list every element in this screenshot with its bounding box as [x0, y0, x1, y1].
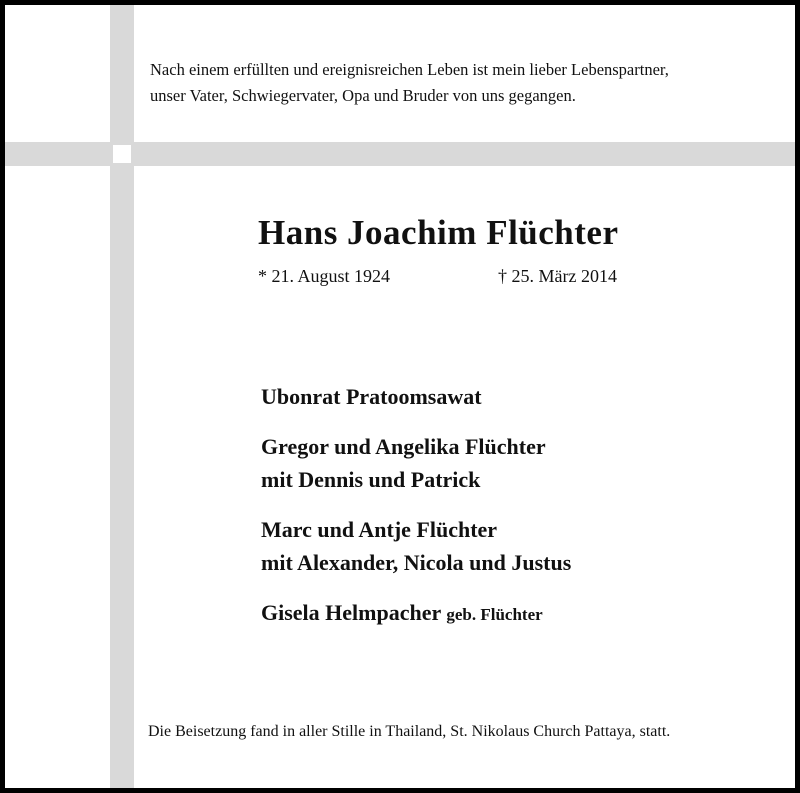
cross-horizontal-bar-right	[134, 142, 795, 166]
cross-vertical-bar	[110, 5, 134, 788]
mourner-line: Gregor und Angelika Flüchter	[261, 434, 546, 459]
intro-line-2: unser Vater, Schwiegervater, Opa und Bruder von uns gegangen.	[150, 86, 576, 105]
intro-text	[150, 57, 790, 109]
intro-line-1: Nach einem erfüllten und ereignisreichen Leben ist mein lieber Lebenspartner,	[150, 60, 669, 79]
cross-horizontal-bar-left	[5, 142, 110, 166]
mourner-group	[261, 596, 571, 631]
mourner-line: mit Dennis und Patrick	[261, 467, 481, 492]
cross-center-gap	[113, 145, 131, 163]
mourner-name: Gisela Helmpacher	[261, 600, 441, 625]
mourners-list	[261, 380, 571, 648]
maiden-name-note: geb. Flüchter	[446, 605, 543, 624]
mourner-line: Ubonrat Pratoomsawat	[261, 384, 482, 409]
mourner-line: mit Alexander, Nicola und Justus	[261, 550, 572, 575]
birth-date: * 21. August 1924	[258, 266, 391, 286]
mourner-group	[261, 430, 571, 496]
mourner-group	[261, 513, 571, 579]
death-date: † 25. März 2014	[498, 266, 617, 286]
mourner-group	[261, 380, 571, 413]
deceased-name: Hans Joachim Flüchter	[258, 213, 619, 252]
mourner-line: Marc und Antje Flüchter	[261, 517, 498, 542]
burial-note: Die Beisetzung fand in aller Stille in Thailand, St. Nikolaus Church Pattaya, statt.	[148, 723, 671, 740]
